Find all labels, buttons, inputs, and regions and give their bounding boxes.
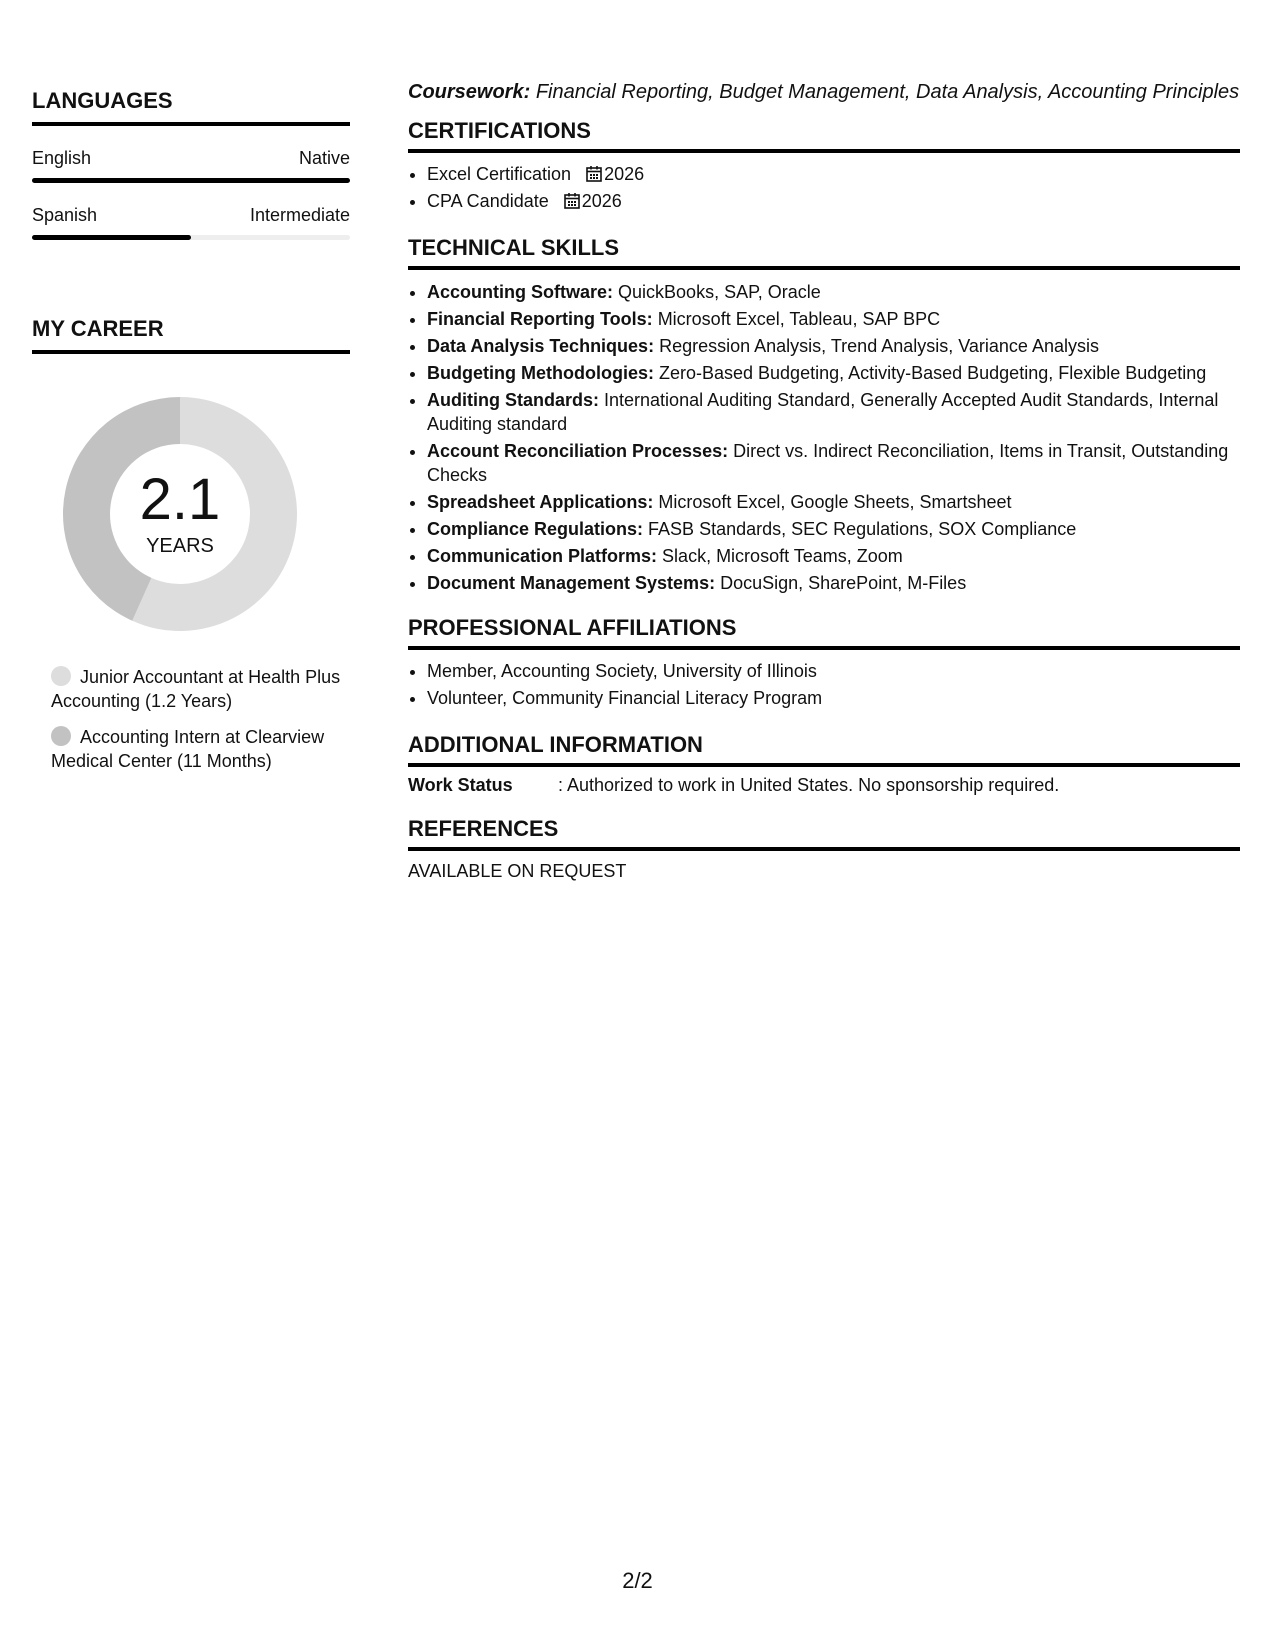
certifications-section bbox=[408, 118, 1240, 215]
additional-info-title: ADDITIONAL INFORMATION bbox=[408, 732, 1240, 767]
skill-label: Communication Platforms: bbox=[427, 546, 658, 566]
affiliations-list bbox=[408, 658, 1240, 712]
legend-item bbox=[51, 725, 350, 773]
language-name: English bbox=[32, 148, 92, 168]
coursework bbox=[408, 80, 1240, 104]
career-section bbox=[32, 316, 350, 773]
affiliations-section bbox=[408, 615, 1240, 712]
career-title: MY CAREER bbox=[32, 316, 350, 354]
work-status-row bbox=[408, 775, 1240, 796]
references-text: AVAILABLE ON REQUEST bbox=[408, 861, 627, 881]
skill-label: Spreadsheet Applications: bbox=[427, 492, 654, 512]
certification-year: 2026 bbox=[604, 164, 645, 184]
career-total-years: 2.1 bbox=[139, 466, 221, 532]
language-name: Spanish bbox=[32, 205, 98, 225]
certification-name: CPA Candidate bbox=[427, 191, 549, 211]
references-title: REFERENCES bbox=[408, 816, 1240, 851]
work-status-label: Work Status bbox=[408, 775, 513, 795]
skill-label: Compliance Regulations: bbox=[427, 519, 644, 539]
skill-item bbox=[427, 307, 1240, 331]
certification-year: 2026 bbox=[581, 191, 622, 211]
certifications-title: CERTIFICATIONS bbox=[408, 118, 1240, 153]
language-proficiency-fill bbox=[32, 178, 350, 183]
skill-item bbox=[427, 280, 1240, 304]
references-section bbox=[408, 816, 1240, 882]
skill-value: FASB Standards, SEC Regulations, SOX Compliance bbox=[648, 519, 1077, 539]
legend-dot bbox=[51, 726, 71, 746]
skill-value: Microsoft Excel, Tableau, SAP BPC bbox=[657, 309, 941, 329]
skill-item bbox=[427, 361, 1240, 385]
skill-value: Zero-Based Budgeting, Activity-Based Budgeting, Flexible Budgeting bbox=[658, 363, 1207, 383]
skill-item bbox=[427, 490, 1240, 514]
language-level: Intermediate bbox=[249, 205, 350, 225]
skill-value: Slack, Microsoft Teams, Zoom bbox=[662, 546, 903, 566]
right-column bbox=[408, 80, 1240, 882]
legend-item bbox=[51, 665, 350, 713]
skill-value: Microsoft Excel, Google Sheets, Smartsheet bbox=[658, 492, 1012, 512]
certification-name: Excel Certification bbox=[427, 164, 572, 184]
skill-label: Auditing Standards: bbox=[427, 390, 599, 410]
certification-item bbox=[427, 161, 1240, 188]
skill-item bbox=[427, 334, 1240, 358]
affiliations-title: PROFESSIONAL AFFILIATIONS bbox=[408, 615, 1240, 650]
skill-value: QuickBooks, SAP, Oracle bbox=[618, 282, 821, 302]
technical-skills-title: TECHNICAL SKILLS bbox=[408, 235, 1240, 270]
skill-label: Data Analysis Techniques: bbox=[427, 336, 655, 356]
affiliation-item: • Volunteer, Community Financial Literacy Program bbox=[427, 685, 1240, 712]
additional-info-section bbox=[408, 732, 1240, 796]
language-proficiency-bar bbox=[32, 235, 350, 240]
skill-label: Financial Reporting Tools: bbox=[427, 309, 653, 329]
skill-item bbox=[427, 388, 1240, 436]
language-item bbox=[32, 148, 350, 183]
skill-item bbox=[427, 544, 1240, 568]
career-legend bbox=[32, 665, 350, 773]
language-proficiency-bar bbox=[32, 178, 350, 183]
skill-label: Document Management Systems: bbox=[427, 573, 716, 593]
certification-item bbox=[427, 188, 1240, 215]
languages-title: LANGUAGES bbox=[32, 88, 350, 126]
skill-value: Direct vs. Indirect Reconciliation, Items in Transit, Outstanding Checks bbox=[427, 441, 1229, 485]
skill-item bbox=[427, 439, 1240, 487]
work-status-value: : Authorized to work in United States. No sponsorship required. bbox=[558, 775, 1060, 795]
legend-label: Junior Accountant at Health Plus Accounting (1.2 Years) bbox=[51, 667, 341, 711]
skill-item bbox=[427, 517, 1240, 541]
skill-label: Account Reconciliation Processes: bbox=[427, 441, 729, 461]
skill-value: DocuSign, SharePoint, M-Files bbox=[720, 573, 967, 593]
left-column bbox=[32, 88, 350, 785]
page-number: 2/2 bbox=[622, 1568, 653, 1593]
certifications-list bbox=[408, 161, 1240, 215]
skill-value: Regression Analysis, Trend Analysis, Variance Analysis bbox=[659, 336, 1099, 356]
skill-value: International Auditing Standard, Generally Accepted Audit Standards, Internal Auditing standard bbox=[427, 390, 1219, 434]
skill-item bbox=[427, 571, 1240, 595]
language-level: Native bbox=[298, 148, 350, 168]
coursework-label: Coursework: bbox=[408, 81, 531, 103]
technical-skills-list bbox=[408, 280, 1240, 595]
career-unit: YEARS bbox=[146, 534, 214, 557]
affiliation-item: • Member, Accounting Society, University of Illinois bbox=[427, 658, 1240, 685]
language-proficiency-fill bbox=[32, 235, 191, 240]
calendar-icon bbox=[564, 192, 580, 209]
legend-label: Accounting Intern at Clearview Medical Center (11 Months) bbox=[51, 727, 325, 771]
skill-label: Budgeting Methodologies: bbox=[427, 363, 654, 383]
language-item bbox=[32, 205, 350, 240]
technical-skills-section bbox=[408, 235, 1240, 595]
skill-label: Accounting Software: bbox=[427, 282, 614, 302]
calendar-icon bbox=[586, 165, 602, 182]
coursework-text: Financial Reporting, Budget Management, Data Analysis, Accounting Principles bbox=[535, 81, 1240, 103]
legend-dot bbox=[51, 666, 71, 686]
career-donut-chart bbox=[55, 389, 305, 639]
